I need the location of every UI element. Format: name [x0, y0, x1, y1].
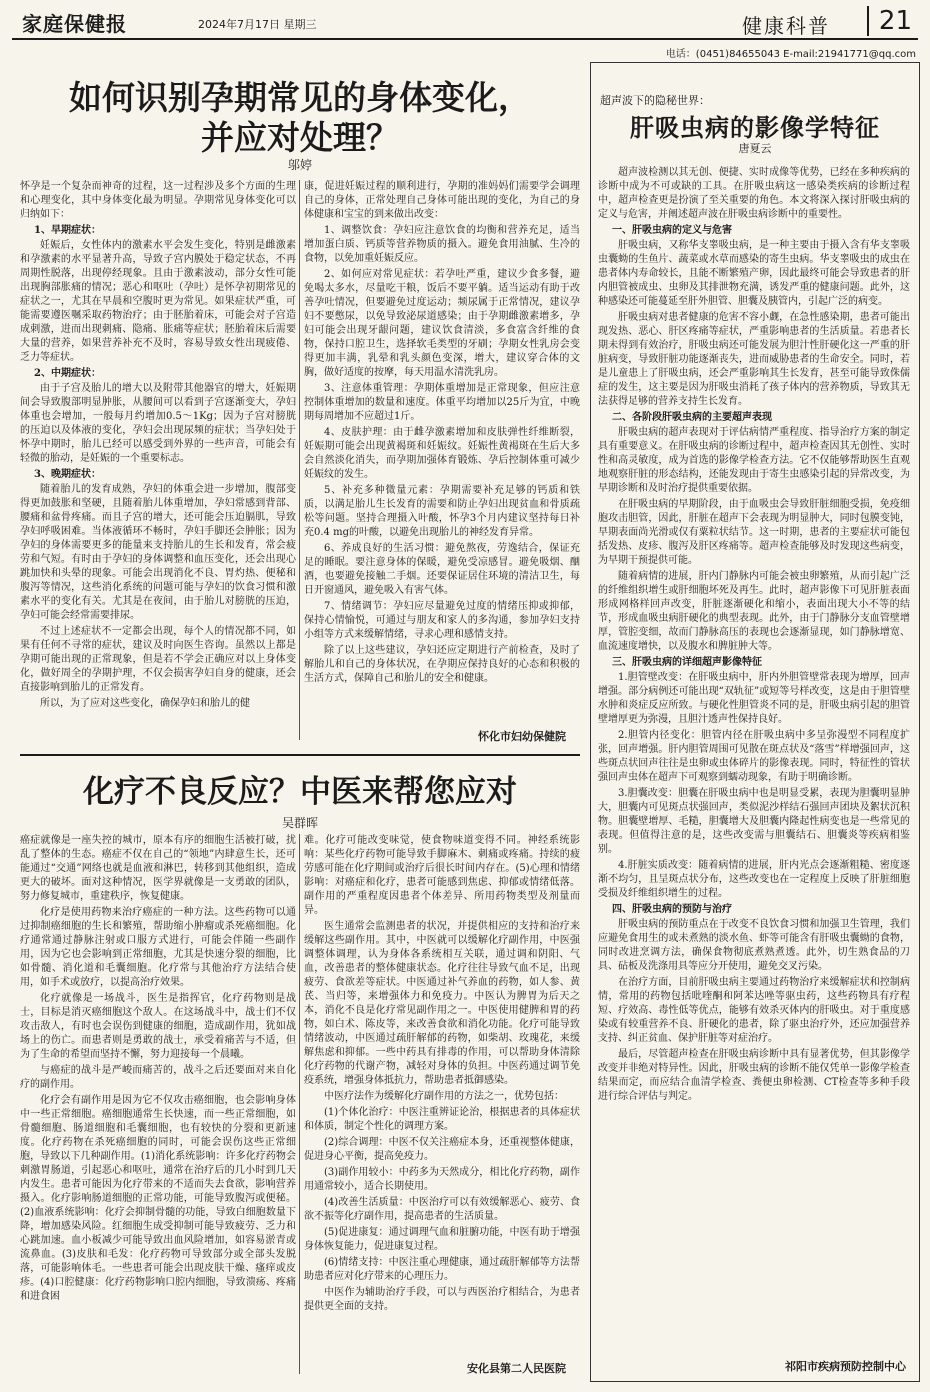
- masthead-rule: [12, 38, 918, 40]
- subheading: 1、早期症状：: [34, 225, 101, 236]
- paragraph: 4.肝脏实质改变：随着病情的进展，肝内光点会逐渐粗糙、密度逐渐不均匀，且呈斑点状分布，这些改变也在一定程度上反映了肝脏细胞受损及纤维组织增生的过程。: [598, 860, 910, 899]
- article3-body: [598, 166, 910, 1346]
- subheading: 二、各阶段肝吸虫病的主要超声表现: [612, 412, 772, 423]
- paragraph: 不过上述症状不一定都会出现，每个人的情况都不同，如果有任何不寻常的症状，建议及时向医生咨询。虽然以上都是孕期可能出现的正常现象，但是若不学会正确应对以上身体变化，做好周全的孕期护理，不仅会损害孕妇自身的健康，还会直接影响到胎儿的正常发育。: [20, 626, 296, 693]
- paragraph: 5、补充多种微量元素：孕期需要补充足够的钙质和铁质，以满足胎儿生长发育的需要和防止孕妇出现贫血和骨质疏松等问题。坚持合理摄入叶酸，怀孕3个月内建议坚持每日补充0.4 mg的叶酸，以避免出现胎儿的神经发育异常。: [304, 485, 580, 538]
- subheading: 一、肝吸虫病的定义与危害: [612, 225, 732, 236]
- paragraph: 在治疗方面，目前肝吸虫病主要通过药物治疗来缓解症状和控制病情，常用的药物包括吡喹酮和阿苯达唑等驱虫药，这些药物具有疗程短、疗效高、毒性低等优点，能够有效杀灭体内的肝吸虫。对于重度感染或有较重营养不良、肝硬化的患者，除了驱虫治疗外，还应加强营养支持、纠正贫血、保护肝脏等对症治疗。: [598, 977, 910, 1044]
- paragraph: 除了以上这些建议，孕妇还应定期进行产前检查，及时了解胎儿和自己的身体状况，在孕期应保持良好的心态和积极的生活方式，保障自己和胎儿的安全和健康。: [304, 645, 580, 684]
- paragraph: 由于子宫及胎儿的增大以及附带其他器官的增大，妊娠期间会导致腹部明显肿胀，从腰间可以看到子宫逐渐变大，孕妇体重也会增加，一般每月约增加0.5～1Kg；因为子宫对膀胱的压迫以及体液的变化，孕妇会出现尿频的症状；当孕妇处于怀孕中期时，胎儿已经可以感受到外界的一些声音，可能会有轻微的胎动，是妊娠的一个重要标志。: [20, 383, 296, 464]
- article-divider: [20, 754, 580, 756]
- paragraph: 肝吸虫病的超声表现对于评估病情严重程度、指导治疗方案的制定具有重要意义。在肝吸虫病的诊断过程中，超声检查因其无创性、实时性和高灵敏度，成为首选的影像学检查方法。它不仅能够帮助医生直观地观察肝脏的形态结构，还能发现由于寄生虫感染引起的异常改变，为早期诊断和及时治疗提供重要依据。: [598, 427, 910, 494]
- paragraph: 中医疗法作为缓解化疗副作用的方法之一，优势包括：: [324, 1091, 564, 1102]
- article2-column-2: [304, 834, 580, 1354]
- article3-author: 唐夏云: [738, 142, 772, 155]
- paragraph: 化疗是使用药物来治疗癌症的一种方法。这些药物可以通过抑制癌细胞的生长和繁殖，帮助缩小肿瘤或杀死癌细胞。化疗通常通过静脉注射或口服方式进行，可能会伴随一些副作用，因为它也会影响到正常细胞，尤其是快速分裂的细胞，比如骨髓、消化道和毛囊细胞。化疗常与其他治疗方法结合使用，如手术或放疗，以提高治疗效果。: [20, 907, 296, 988]
- paragraph: (1)个体化治疗：中医注重辨证论治，根据患者的具体症状和体质，制定个性化的调理方案。: [304, 1107, 580, 1132]
- article3-title: 肝吸虫病的影像学特征: [630, 113, 880, 142]
- subheading: 2、中期症状：: [34, 368, 101, 379]
- paragraph: 1、调整饮食：孕妇应注意饮食的均衡和营养充足，适当增加蛋白质、钙质等营养物质的摄入。避免食用油腻、生冷的食物，以免加重妊娠反应。: [304, 225, 580, 264]
- paragraph: 中医作为辅助治疗手段，可以与西医治疗相结合，为患者提供更全面的支持。: [304, 1287, 580, 1312]
- article1-column-2: [304, 180, 580, 710]
- paragraph: (2)综合调理：中医不仅关注癌症本身，还重视整体健康，促进身心平衡，提高免疫力。: [304, 1137, 580, 1162]
- article3-kicker: 超声波下的隐秘世界：: [600, 94, 710, 107]
- column-divider: [299, 180, 300, 740]
- article1-title-line1: 如何识别孕期常见的身体变化，: [69, 78, 531, 117]
- article1-title-line2: 并应对处理？: [201, 118, 399, 157]
- article1-title: [20, 78, 580, 158]
- subheading: 四、肝吸虫病的预防与治疗: [612, 904, 732, 915]
- paragraph: (6)情绪支持：中医注重心理健康，通过疏肝解郁等方法帮助患者应对化疗带来的心理压力。: [304, 1257, 580, 1282]
- article2-credit: 安化县第二人民医院: [467, 1362, 566, 1375]
- paragraph: 2、如何应对常见症状：若孕吐严重，建议少食多餐，避免喝太多水，尽量吃干粮，饭后不要平躺。适当运动有助于改善孕吐情况，但要避免过度运动；频尿属于正常情况，建议孕妇不要憋尿，以免导致泌尿道感染；由于孕期雌激素增多，孕妇可能会出现牙龈问题，建议饮食清淡，多食富含纤维的食物，保持口腔卫生，选择软毛类型的牙刷；孕期女性乳房会变得更加丰满，乳晕和乳头颜色变深，增大，建议穿合体的文胸，做好适度的按摩，每天用温水清洗乳房。: [304, 269, 580, 378]
- paragraph: (4)改善生活质量：中医治疗可以有效缓解恶心、疲劳、食欲不振等化疗副作用，提高患者的生活质量。: [304, 1197, 580, 1222]
- paragraph: 化疗会有副作用是因为它不仅攻击癌细胞，也会影响身体中一些正常细胞。癌细胞通常生长快速，而一些正常细胞，如骨髓细胞、肠道细胞和毛囊细胞，也有较快的分裂和更新速度。化疗药物在杀死癌细胞的同时，可能会误伤这些正常细胞，导致以下几种副作用。(1)消化系统影响：许多化疗药物会刺激胃肠道，引起恶心和呕吐，通常在治疗后的几小时到几天内发生。患者可能因为化疗带来的不适而失去食欲，影响营养摄入。化疗影响肠道细胞的正常功能，可能导致腹泻或便秘。(2)血液系统影响：化疗会抑制骨髓的功能，导致白细胞数量下降，增加感染风险。红细胞生成受抑制可能导致疲劳、乏力和心跳加速。血小板减少可能导致出血风险增加，如容易淤青或流鼻血。(3)皮肤和毛发：化疗药物可导致部分或全部头发脱落，可能影响体毛。一些患者可能会出现皮肤干燥、瘙痒或皮疹。(4)口腔健康：化疗药物影响口腔内细胞，导致溃疡、疼痛和进食困: [20, 1095, 296, 1302]
- paragraph: 所以，为了应对这些变化，确保孕妇和胎儿的健: [40, 698, 250, 709]
- paragraph: (3)副作用较小：中药多为天然成分，相比化疗药物，副作用通常较小，适合长期使用。: [304, 1167, 580, 1192]
- paragraph: 6、养成良好的生活习惯：避免熬夜，劳逸结合，保证充足的睡眠。要注意身体的保暖，避免受凉感冒。避免吸烟、酗酒，也要避免接触二手烟。还要保证居住环境的清洁卫生，每日开窗通风，避免吸入有害气体。: [304, 543, 580, 596]
- paragraph: 7、情绪调节：孕妇应尽量避免过度的情绪压抑或抑郁，保持心情愉悦，可通过与朋友和家人的多沟通，参加孕妇支持小组等方式来缓解情绪，寻求心理和感情支持。: [304, 601, 580, 640]
- subheading: 三、肝吸虫病的详细超声影像特征: [612, 657, 762, 668]
- paragraph: 肝吸虫病的预防重点在于改变不良饮食习惯和加强卫生管理，我们应避免食用生的或未煮熟的淡水鱼、虾等可能含有肝吸虫囊蚴的食物，同时改进烹调方法，确保食物彻底煮熟煮透。此外，切生熟食品的刀具、砧板及洗涤用具等应分开使用，避免交叉污染。: [598, 919, 910, 972]
- paragraph: 肝吸虫病，又称华支睾吸虫病，是一种主要由于摄入含有华支睾吸虫囊蚴的生鱼片、蔬菜或水草而感染的寄生虫病。华支睾吸虫的成虫在患者体内寿命较长，且能不断繁殖产卵，因此最终可能会导致患者的肝内胆管被成虫、虫卵及其排泄物充满，诱发严重的健康问题。此外，这种感染还可能蔓延至肝外胆管、胆囊及胰管内，引起广泛的病变。: [598, 240, 910, 307]
- subheading: 3、晚期症状：: [34, 469, 101, 480]
- article1-author: 邬婷: [287, 158, 312, 172]
- paragraph: 最后，尽管超声检查在肝吸虫病诊断中具有显著优势，但其影像学改变并非绝对特异性。因此，肝吸虫病的诊断不能仅凭单一影像学检查结果而定，而应结合血清学检查、粪便虫卵检测、CT检查等多种手段进行综合评估与判定。: [598, 1049, 910, 1102]
- article1-credit: 怀化市妇幼保健院: [478, 730, 566, 743]
- column-divider: [299, 834, 300, 1374]
- section-name: 健康科普: [742, 14, 830, 38]
- page-number: 21: [867, 6, 912, 36]
- article3-credit: 祁阳市疾病预防控制中心: [785, 1360, 906, 1373]
- article2-title: 化疗不良反应？中医来帮您应对: [83, 774, 517, 810]
- paragraph: 随着胎儿的发育成熟，孕妇的体重会进一步增加，腹部变得更加鼓胀和坚硬，且随着胎儿体重增加，孕妇常感到背部、腰痛和盆骨疼痛。而且子宫的增大，还可能会压迫膈肌，导致孕妇呼吸困难。当体液循环不畅时，孕妇手脚还会肿胀；因为孕妇的身体需要更多的能量来支持胎儿的生长和发育，常会疲劳和气短。有时由于孕妇的身体调整和血压变化，还会出现心跳加快和头晕的现象。可能会出现消化不良、胃灼热、便秘和腹泻等情况，这些消化系统的问题可能与孕妇的饮食习惯和激素水平的变化有关。尤其是在夜间，由于胎儿对膀胱的压迫，孕妇可能会经常需要排尿。: [20, 484, 296, 621]
- paragraph: 在肝吸虫病的早期阶段，由于血吸虫会导致肝脏细胞受损，免疫细胞攻击胆管，因此，肝脏在超声下会表现为明显肿大，同时包膜变钝，早期表面尚光滑或仅有粟粒状结节。这一时期，患者的主要症状可能包括发热、皮疹、腹泻及肝区疼痛等。超声检查能够及时发现这些病变，为早期干预提供可能。: [598, 499, 910, 566]
- contact-line: 电话：(0451)84655043 E-mail:21941771@qq.com: [665, 49, 916, 60]
- issue-date: 2024年7月17日 星期三: [198, 18, 317, 31]
- paragraph: 化疗就像是一场战斗，医生是指挥官，化疗药物则是战士，目标是消灭癌细胞这个敌人。在这场战斗中，战士们不仅攻击敌人，有时也会误伤到健康的细胞，造成副作用，犹如战场上的伤亡。而患者则是勇敢的战士，承受着痛苦与不适，但为了生命的希望而坚持不懈，努力迎接每一个晨曦。: [20, 993, 296, 1060]
- paragraph: 3.胆囊改变：胆囊在肝吸虫病中也是明显受累，表现为胆囊明显肿大，胆囊内可见斑点状强回声，类似泥沙样结石强回声团块及絮状沉积物。胆囊壁增厚、毛糙，胆囊增大及胆囊内隆起性病变也是一些常见的表现。但值得注意的是，这些改变需与胆囊结石、胆囊炎等疾病相鉴别。: [598, 788, 910, 855]
- paragraph: 肝吸虫病对患者健康的危害不容小觑，在急性感染期，患者可能出现发热、恶心、肝区疼痛等症状，严重影响患者的生活质量。若患者长期未得到有效治疗，肝吸虫病还可能发展为胆汁性肝硬化这一严重的肝脏病变，导致肝脏功能逐渐丧失，进而威胁患者的生命安全。同时，若是儿童患上了肝吸虫病，还会严重影响其生长发育，甚至可能导致侏儒症的发生，这主要是因为肝吸虫消耗了孩子体内的营养物质，导致其无法获得足够的营养支持生长发育。: [598, 312, 910, 407]
- paragraph: 妊娠后，女性体内的激素水平会发生变化，特别是雌激素和孕激素的水平显著升高，导致子宫内膜处于稳定状态，不再周期性脱落，出现停经现象。且由于激素波动，部分女性可能出现胸部胀痛的情况；恶心和呕吐（孕吐）是怀孕初期常见的症状之一，尤其在早晨和空腹时更为常见。如果症状严重，可能需要遵医嘱采取药物治疗；由于胚胎着床，可能会对子宫造成刺激，进而出现刺痛、隐痛、胀痛等症状；胚胎着床后需要大量的营养，如果营养补充不及时，容易导致女性出现疲倦、乏力等症状。: [20, 240, 296, 363]
- paragraph: 3、注意体重管理：孕期体重增加是正常现象，但应注意控制体重增加的数量和速度。体重平均增加以25斤为宜，中晚期每周增加不应超过1斤。: [304, 383, 580, 422]
- paragraph: 2.胆管内径变化：胆管内径在肝吸虫病中多呈弥漫型不同程度扩张，回声增强。肝内胆管周围可见散在斑点状及“落雪”样增强回声，这些斑点状回声往往是虫卵或虫体碎片的影像表现。同时，特征性的管状强回声虫体在超声下可观察到蠕动现象，有助于明确诊断。: [598, 730, 910, 783]
- paragraph: (5)促进康复：通过调理气血和脏腑功能，中医有助于增强身体恢复能力，促进康复过程。: [304, 1227, 580, 1252]
- paragraph: 超声波检测以其无创、便捷、实时成像等优势，已经在多种疾病的诊断中成为不可或缺的工具。在肝吸虫病这一感染类疾病的诊断过程中，超声检查更是扮演了至关重要的角色。本文将深入探讨肝吸虫病的定义与危害，并阐述超声波在肝吸虫病诊断中的重要性。: [598, 167, 910, 220]
- paragraph: 与癌症的战斗是严峻而痛苦的，战斗之后还要面对来自化疗的副作用。: [20, 1065, 296, 1090]
- paragraph: 医生通常会监测患者的状况，并提供相应的支持和治疗来缓解这些副作用。其中，中医就可以缓解化疗副作用，中医强调整体调理，认为身体各系统相互关联，通过调和阴阳、气血，改善患者的整体健康状态。化疗往往导致气血不足，出现疲劳、食欲差等症状。中医通过补气养血的药物，如人参、黄芪、当归等，来增强体力和免疫力。中医认为脾胃为后天之本，消化不良是化疗常见副作用之一。中医使用健脾和胃的药物，如白术、陈皮等，来改善食欲和消化功能。化疗可能导致情绪波动，中医通过疏肝解郁的药物，如柴胡、玫瑰花，来缓解焦虑和抑郁。一些中药具有排毒的作用，可以帮助身体清除化疗药物的代谢产物，减轻对身体的负担。中医药通过调节免疫系统，增强身体抵抗力，帮助患者抵御感染。: [304, 921, 580, 1086]
- newspaper-brand: 家庭保健报: [22, 12, 127, 36]
- paragraph: 难。化疗可能改变味觉，使食物味道变得不同。神经系统影响：某些化疗药物可能导致手脚麻木、刺痛或疼痛。持续的疲劳感可能在化疗期间或治疗后很长时间内存在。(5)心理和情绪影响：对癌症和化疗，患者可能感到焦虑、抑郁或情绪低落。副作用的严重程度因患者个体差异、所用药物类型及剂量而异。: [304, 835, 580, 916]
- paragraph: 癌症就像是一座失控的城市，原本有序的细胞生活被打破，扰乱了整体的生态。癌症不仅在自己的“领地”内肆意生长，还可能通过“交通”网络也就是血液和淋巴，转移到其他组织，造成更大的破坏。面对这种情况，医学界就像是一支勇敢的团队，努力修复城市，重建秩序，恢复健康。: [20, 835, 296, 902]
- article2-author: 吴群晖: [281, 816, 318, 830]
- paragraph: 康，促进妊娠过程的顺利进行，孕期的准妈妈们需要学会调理自己的身体，正常处理自己身体可能出现的变化，为自己的身体健康和宝宝的到来做出改变：: [304, 181, 580, 220]
- article2-column-1: [20, 834, 296, 1384]
- article1-column-1: [20, 180, 296, 750]
- paragraph: 怀孕是一个复杂而神奇的过程，这一过程涉及多个方面的生理和心理变化，其中身体变化最为明显。孕期常见身体变化可以归纳如下：: [20, 181, 296, 220]
- paragraph: 随着病情的进展，肝内门静脉内可能会被虫卵繁殖，从而引起广泛的纤维组织增生或肝细胞坏死及再生。此时，超声影像下可见肝脏表面形成网格样回声改变，肝脏逐渐硬化和缩小，表面出现大小不等的结节，形成血吸虫病肝硬化的典型表现。此外，由于门静脉分支血管壁增厚，管腔变细，故而门静脉高压的表现也会逐渐显现，如门静脉增宽、血流速度增快，以及腹水和脾脏肿大等。: [598, 571, 910, 652]
- paragraph: 1.胆管壁改变：在肝吸虫病中，肝内外胆管壁常表现为增厚，回声增强。部分病例还可能出现“双轨征”或短等号样改变，这是由于胆管壁水肿和炎症反应所致。与硬化性胆管炎不同的是，肝吸虫病引起的胆管壁增厚更为弥漫，且胆汁透声性保持良好。: [598, 672, 910, 725]
- paragraph: 4、皮肤护理：由于雌孕激素增加和皮肤弹性纤维断裂，妊娠期可能会出现黄褐斑和妊娠纹。妊娠性黄褐斑在生后大多会自然淡化消失，而孕期加强体育锻炼、孕后控制体重可减少妊娠纹的发生。: [304, 427, 580, 480]
